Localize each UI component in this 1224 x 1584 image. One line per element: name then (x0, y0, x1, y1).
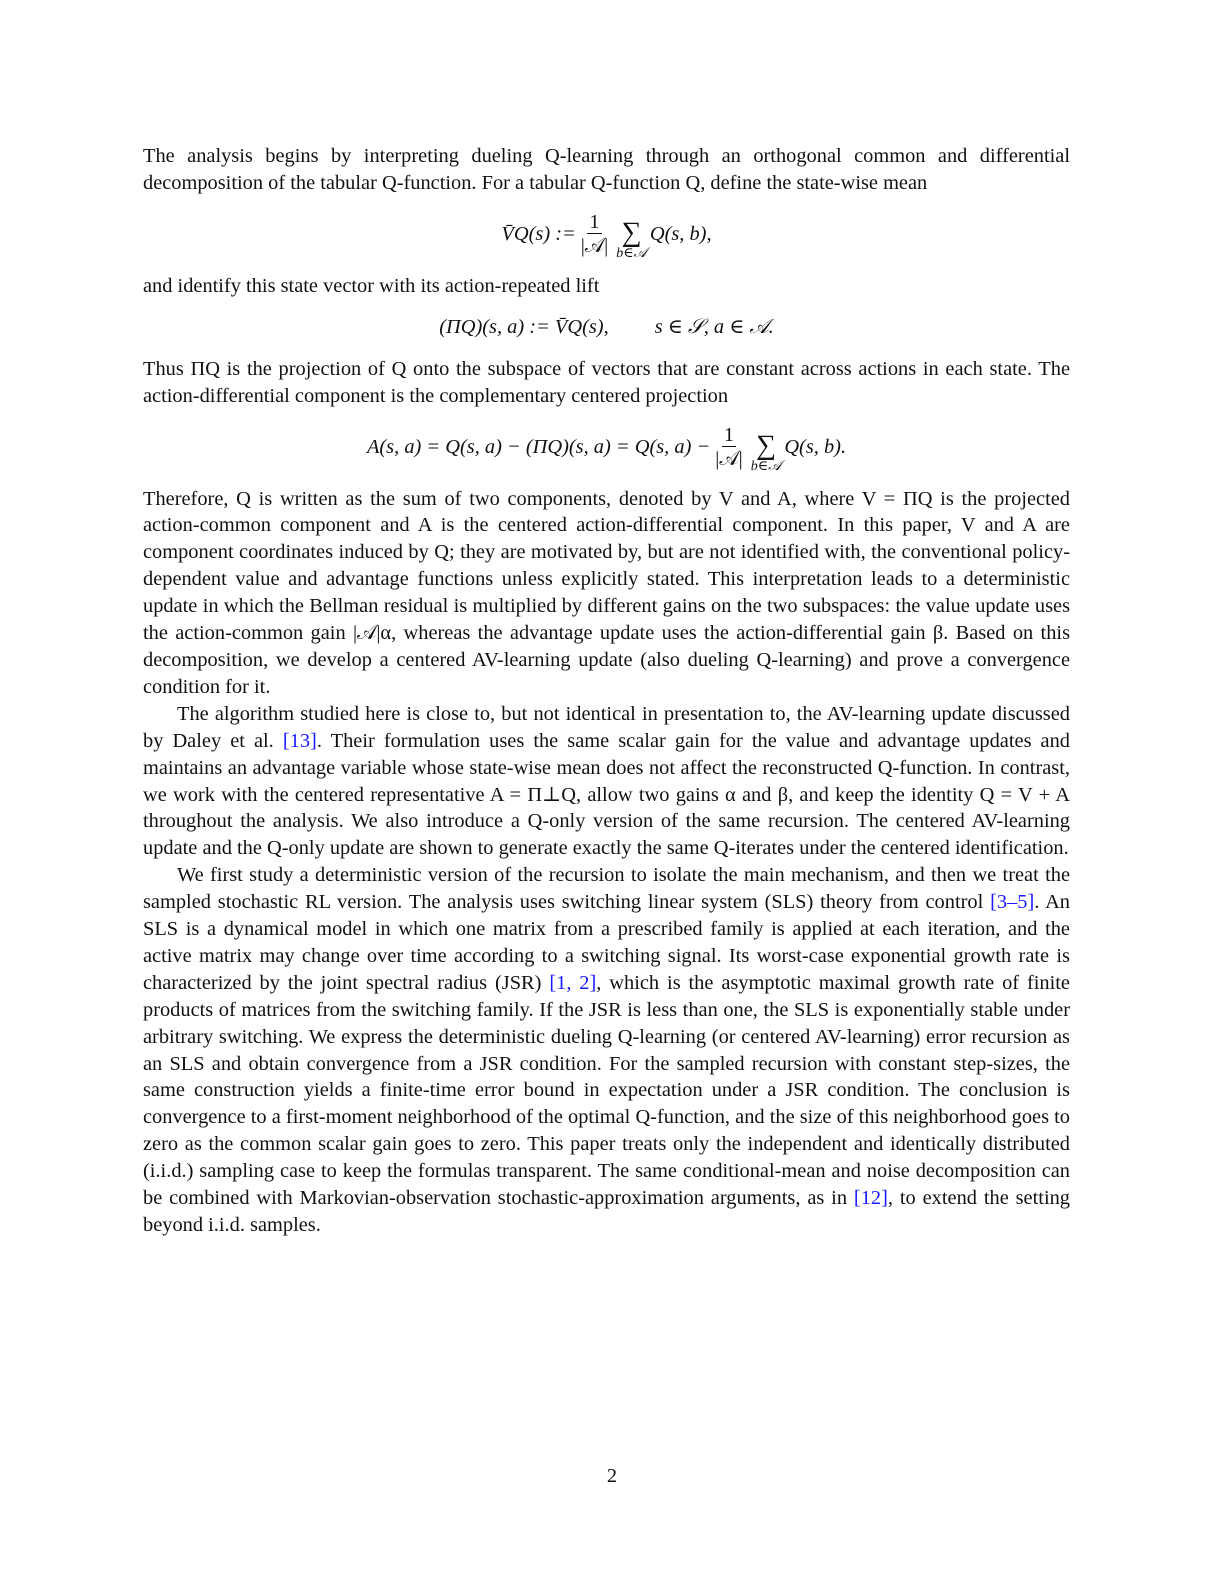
eq1-summation (616, 216, 647, 262)
citation-link[interactable]: [1, 2] (549, 971, 597, 994)
eq3-fraction (713, 424, 744, 471)
eq3-sum-index: b∈𝒜 (750, 458, 782, 474)
eq1-numerator: 1 (589, 211, 600, 234)
paragraph-intro: The analysis begins by interpreting dueling Q-learning through an orthogonal common and differential decomposition of the tabular Q-function. For a tabular Q-function Q, define the state-wise mean (143, 145, 1070, 194)
p6-text-c: , which is the asymptotic maximal growth rate of finite products of matrices from the switching family. If the JSR is less than one, the SLS is exponentially stable under arbitrary switching. We express the deterministic dueling Q-learning (or centered AV-learning) error recursion as an SLS and obtain convergence from a JSR condition. For the sampled recursion with constant step-sizes, the same construction yields a finite-time error bound in expectation under a JSR condition. The conclusion is convergence to a first-moment neighborhood of the optimal Q-function, and the size of this neighborhood goes to zero as the common scalar gain goes to zero. This paper treats only the independent and identically distributed (i.i.d.) sampling case to keep the formulas transparent. The same conditional-mean and noise decomposition can be combined with Markovian-observation stochastic-approximation arguments, as in (143, 971, 1070, 1210)
eq3-sum-symbol: ∑ (756, 429, 776, 461)
paragraph-approach (143, 862, 1070, 1239)
eq2-lhs: (ΠQ)(s, a) := V̄Q(s), (439, 316, 609, 339)
eq1-sum-symbol: ∑ (621, 216, 642, 248)
equation-lift (143, 300, 1070, 356)
paragraph-lift: and identify this state vector with its action-repeated lift (143, 274, 600, 297)
paragraph-decomposition: Therefore, Q is written as the sum of two components, denoted by V and A, where V = ΠQ is the projected action-common component and A is the centered action-differential component. In this paper, V and A are component coordinates induced by Q; they are motivated by, but are not identified with, the conventional policy-dependent value and advantage functions unless explicitly stated. This interpretation leads to a deterministic update in which the Bellman residual is multiplied by different gains on the two subspaces: the value update uses the action-common gain |𝒜|α, whereas the advantage update uses the action-differential gain β. Based on this decomposition, we develop a centered AV-learning update (also dueling Q-learning) and prove a convergence condition for it. (143, 487, 1070, 698)
p6-text-a: We first study a deterministic version of the recursion to isolate the main mechanism, and then we treat the sampled stochastic RL version. The analysis uses switching linear system (SLS) theory from control (143, 864, 1070, 914)
eq1-denominator: |𝒜| (580, 235, 609, 258)
eq1-lhs: V̄Q(s) := (501, 223, 576, 246)
eq1-rhs: Q(s, b), (649, 223, 712, 246)
p6-text-b: . An SLS is a dynamical model in which one matrix from a prescribed family is applied at each iteration, and the active matrix may change over time according to a switching signal. Its worst-case exponential growth rate is characterized by the joint spectral radius (JSR) (143, 891, 1071, 994)
eq3-summation (750, 429, 782, 475)
paragraph-related-work (143, 701, 1070, 862)
citation-link[interactable]: [13] (282, 729, 317, 752)
equation-advantage (143, 410, 1070, 486)
paper-body (143, 143, 1070, 1239)
eq1-fraction (579, 211, 610, 258)
eq2-rhs: s ∈ 𝒮, a ∈ 𝒜. (654, 316, 774, 339)
citation-link[interactable]: [12] (853, 1187, 888, 1210)
eq3-lhs: A(s, a) = Q(s, a) − (ΠQ)(s, a) = Q(s, a) − (366, 436, 711, 459)
eq3-denominator: |𝒜| (715, 448, 743, 471)
equation-state-mean (143, 197, 1070, 273)
citation-link[interactable]: [3–5] (990, 891, 1035, 914)
eq3-numerator: 1 (723, 424, 735, 447)
eq1-sum-index: b∈𝒜 (616, 245, 647, 261)
p5-text-a: The algorithm studied here is close to, but not identical in presentation to, the AV-learning update discussed by Daley et al. (143, 702, 1070, 752)
page-number: 2 (606, 1465, 618, 1487)
paragraph-projection: Thus ΠQ is the projection of Q onto the subspace of vectors that are constant across actions in each state. The action-differential component is the complementary centered projection (143, 357, 1070, 407)
p5-text-b: . Their formulation uses the same scalar gain for the value and advantage updates and maintains an advantage variable whose state-wise mean does not affect the reconstructed Q-function. In contrast, we work with the centered representative A = Π⊥Q, allow two gains α and β, and keep the identity Q = V + A throughout the analysis. We also introduce a Q-only version of the same recursion. The centered AV-learning update and the Q-only update are shown to generate exactly the same Q-iterates under the centered identification. (143, 729, 1070, 860)
p6-text-d: , to extend the setting beyond i.i.d. samples. (143, 1187, 1070, 1236)
eq3-rhs: Q(s, b). (784, 436, 847, 459)
